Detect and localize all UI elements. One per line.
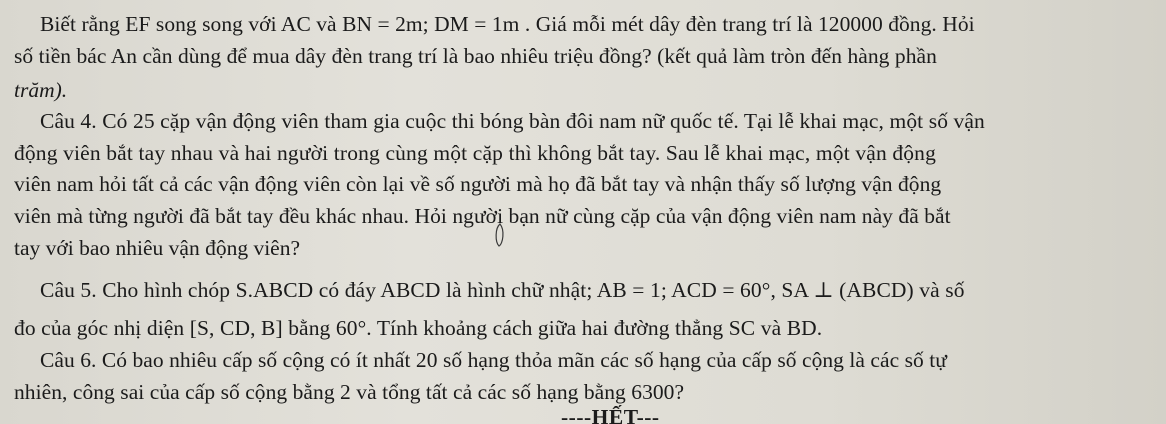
text-line-2 <box>14 46 937 68</box>
pencil-mark-icon <box>493 222 507 248</box>
question-5-text-1: Câu 5. Cho hình chóp S.ABCD có đáy ABCD là hình chữ nhật; AB = 1; ACD = 60°, SA ⊥ (ABCD) và số <box>40 278 965 302</box>
question-6-text-2: nhiên, công sai của cấp số cộng bằng 2 và tổng tất cả các số hạng bằng 6300? <box>14 380 685 404</box>
question-4-text-4: viên mà từng người đã bắt tay đều khác nhau. Hỏi người bạn nữ cùng cặp của vận động viên nam này đã bắt <box>14 204 951 228</box>
question-4-line-5 <box>14 238 300 260</box>
question-4-text-1: Câu 4. Có 25 cặp vận động viên tham gia cuộc thi bóng bàn đôi nam nữ quốc tế. Tại lễ khai mạc, một số vận <box>40 109 985 133</box>
question-5-text-2: đo của góc nhị diện [S, CD, B] bằng 60°. Tính khoảng cách giữa hai đường thẳng SC và BD. <box>14 316 823 340</box>
question-6-line-1 <box>40 350 947 372</box>
question-6-line-2 <box>14 382 684 404</box>
question-4-line-4 <box>14 206 951 228</box>
question-4-text-3: viên nam hỏi tất cả các vận động viên còn lại về số người mà họ đã bắt tay và nhận thấy số lượng vận động <box>14 172 942 196</box>
line-1-text: Biết rằng EF song song với AC và BN = 2m; DM = 1m . Giá mỗi mét dây đèn trang trí là 120000 đồng. Hỏi <box>40 12 975 36</box>
question-4-line-3 <box>14 174 941 196</box>
question-4-line-2 <box>14 143 936 165</box>
question-5-line-1 <box>40 280 965 302</box>
line-2-text: số tiền bác An cần dùng để mua dây đèn trang trí là bao nhiêu triệu đồng? (kết quả làm tròn đến hàng phần <box>14 44 937 68</box>
question-4-text-5: tay với bao nhiêu vận động viên? <box>14 236 301 260</box>
line-3-text: trăm). <box>14 78 68 102</box>
text-line-1 <box>40 14 975 36</box>
end-marker <box>561 407 660 424</box>
text-line-3 <box>14 80 67 102</box>
question-6-text-1: Câu 6. Có bao nhiêu cấp số cộng có ít nhất 20 số hạng thỏa mãn các số hạng của cấp số cộng là các số tự <box>40 348 948 372</box>
question-4-line-1 <box>40 111 985 133</box>
question-5-line-2 <box>14 318 822 340</box>
question-4-text-2: động viên bắt tay nhau và hai người trong cùng một cặp thì không bắt tay. Sau lễ khai mạc, một vận động <box>14 141 936 165</box>
end-marker-text: ----HẾT--- <box>561 405 660 424</box>
